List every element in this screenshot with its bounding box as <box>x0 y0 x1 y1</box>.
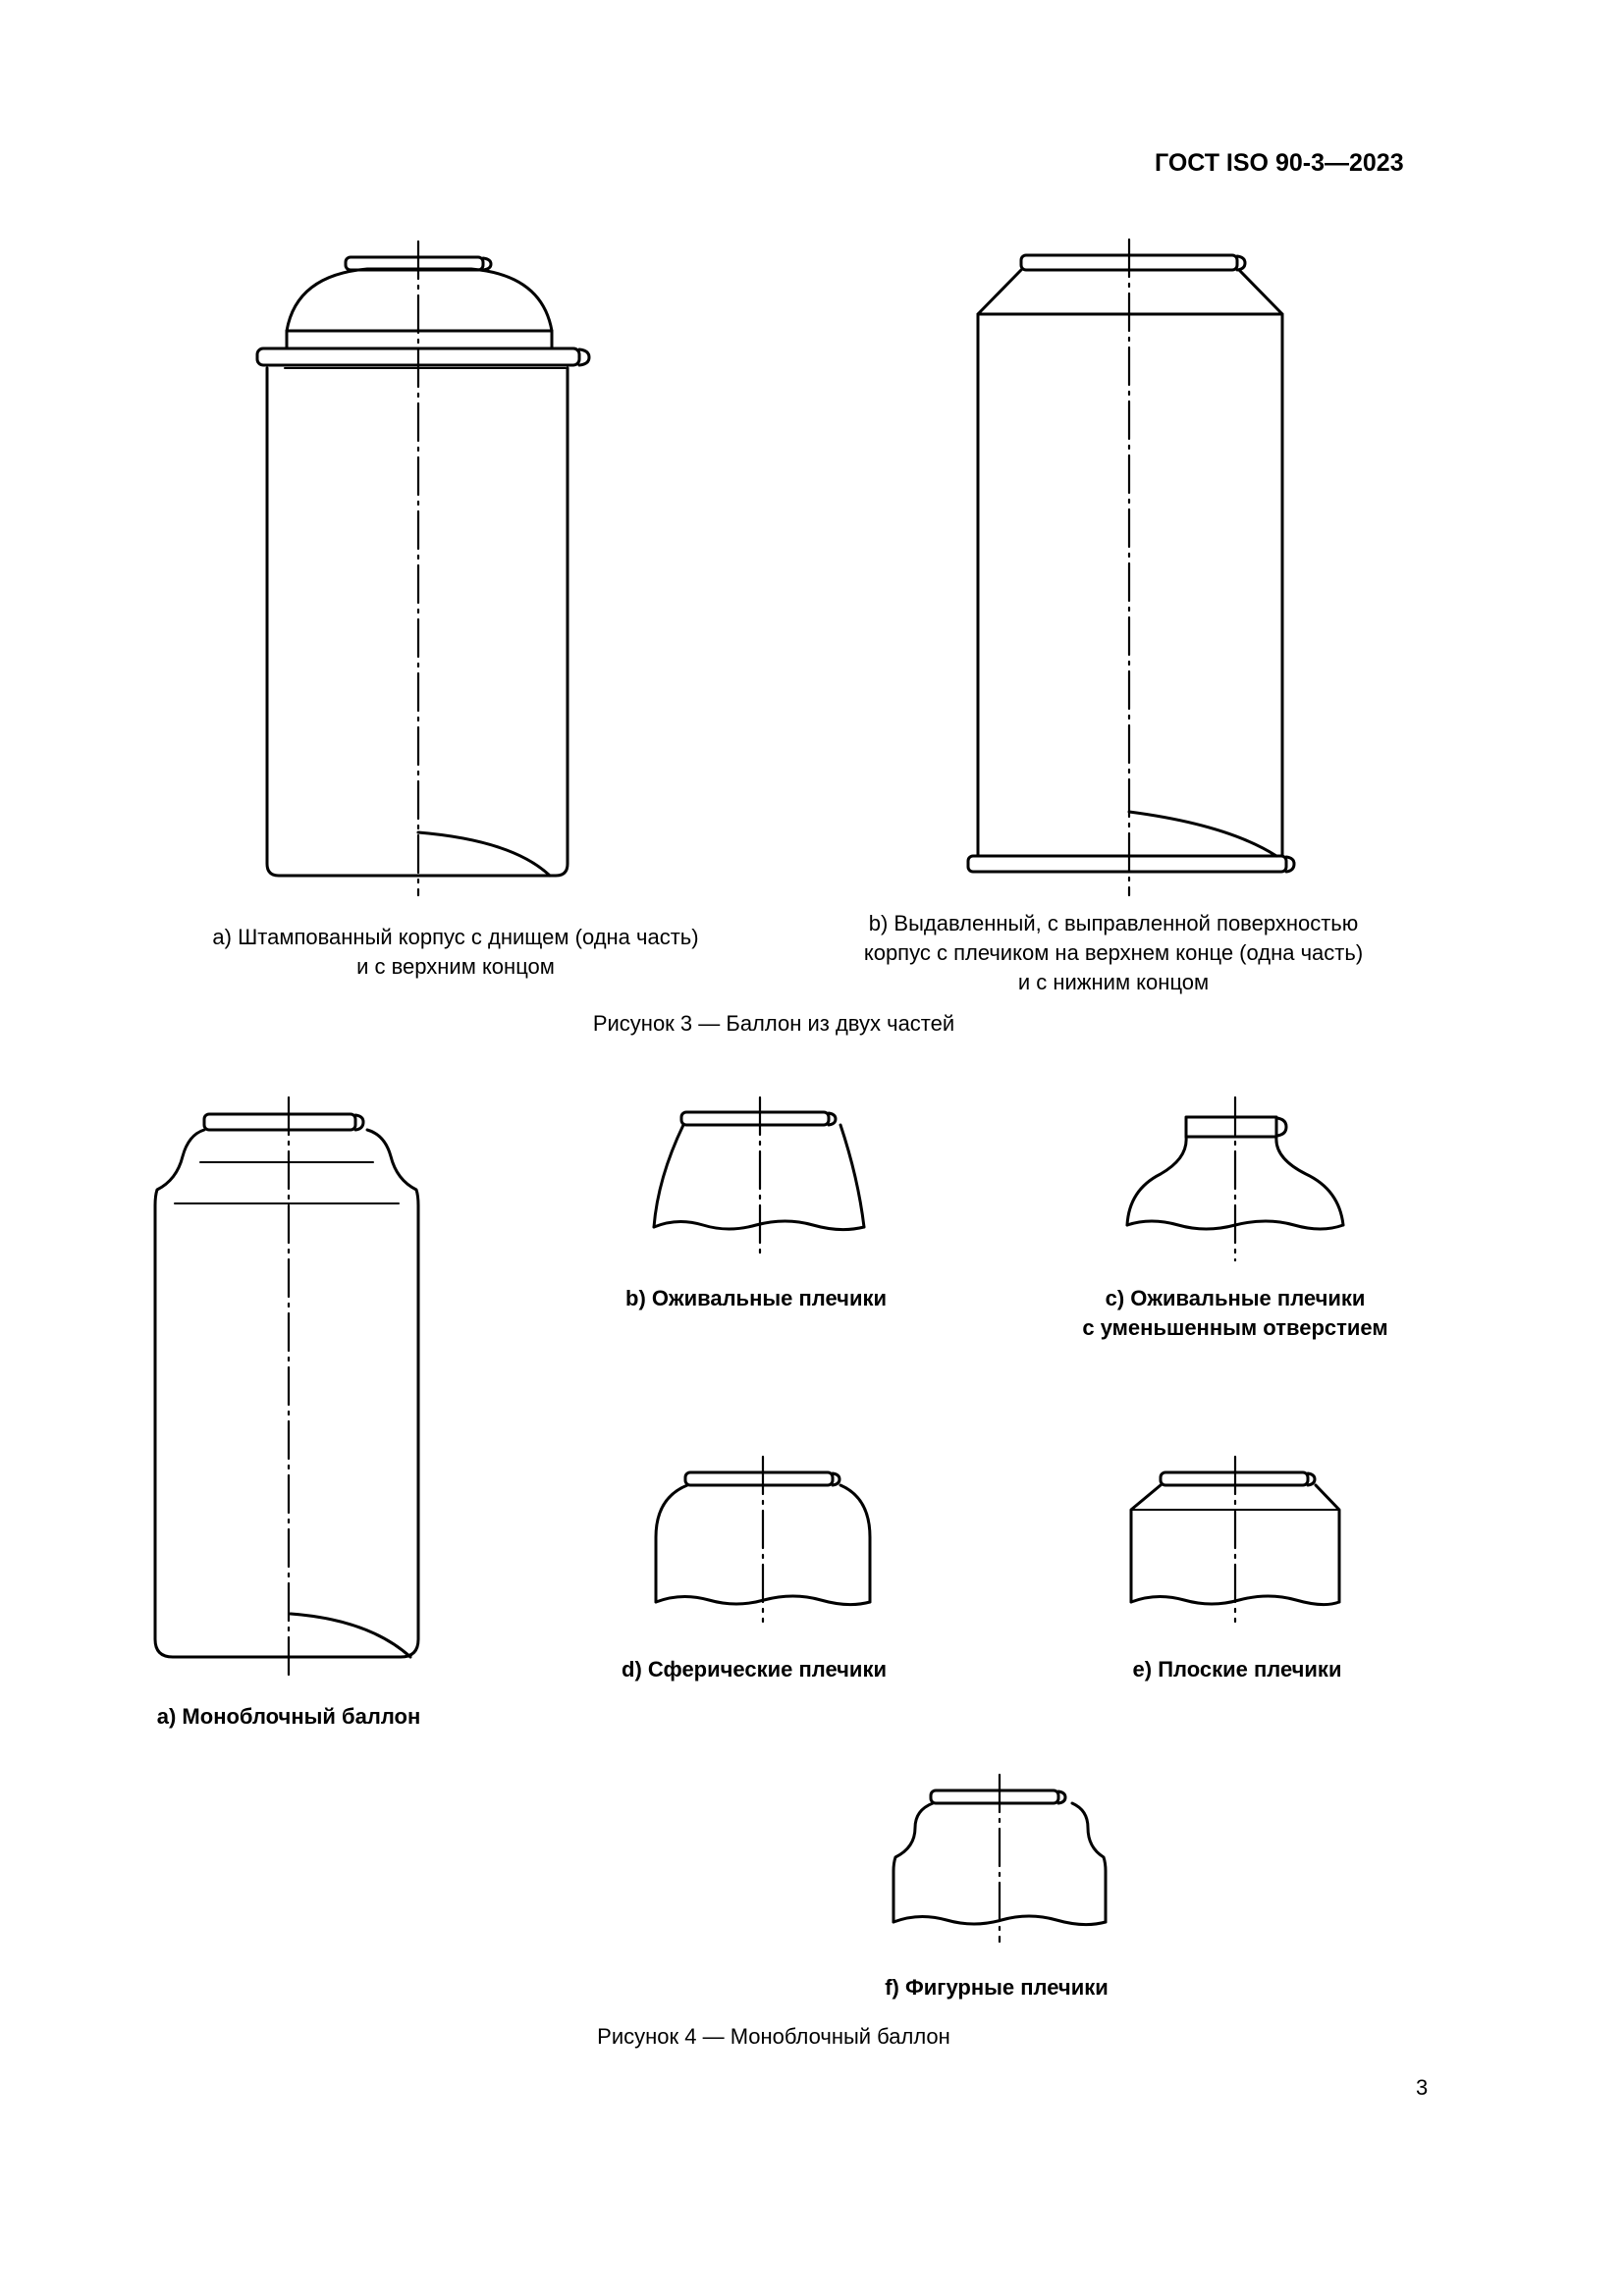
figure4a-caption: a) Моноблочный баллон <box>156 1704 421 1729</box>
figure4c-caption-line1: c) Оживальные плечики <box>1105 1286 1366 1310</box>
figure4b-drawing <box>654 1097 864 1256</box>
page-number: 3 <box>1416 2075 1429 2100</box>
figure4f-caption: f) Фигурные плечики <box>885 1975 1109 2000</box>
figure3b-caption-line1: b) Выдавленный, с выправленной поверхностью <box>868 911 1359 935</box>
standard-code: ГОСТ ISO 90-3—2023 <box>1155 149 1404 177</box>
figure4-title: Рисунок 4 — Моноблочный баллон <box>597 2024 950 2049</box>
figure3a-caption-line2: и с верхним концом <box>356 954 555 979</box>
figure4b-caption: b) Оживальные плечики <box>625 1286 887 1310</box>
figure3b-drawing <box>968 240 1294 895</box>
figure4c-drawing <box>1127 1097 1343 1260</box>
figure4e-caption: e) Плоские плечики <box>1132 1657 1342 1682</box>
figure3b-caption-line3: и с нижним концом <box>1017 970 1210 994</box>
figure3a-drawing <box>257 241 589 895</box>
figure4f-drawing <box>893 1775 1106 1942</box>
figure4c-caption-line2: с уменьшенным отверстием <box>1082 1315 1388 1340</box>
figure4d-drawing <box>656 1457 870 1622</box>
figure3-title: Рисунок 3 — Баллон из двух частей <box>592 1011 955 1036</box>
figure4e-drawing <box>1131 1457 1339 1622</box>
figure3b-caption-line2: корпус с плечиком на верхнем конце (одна часть) <box>863 940 1364 965</box>
figure4d-caption: d) Сферические плечики <box>622 1657 887 1682</box>
figure4a-drawing <box>155 1097 418 1679</box>
figure3a-caption-line1: a) Штампованный корпус с днищем (одна часть) <box>212 925 699 949</box>
